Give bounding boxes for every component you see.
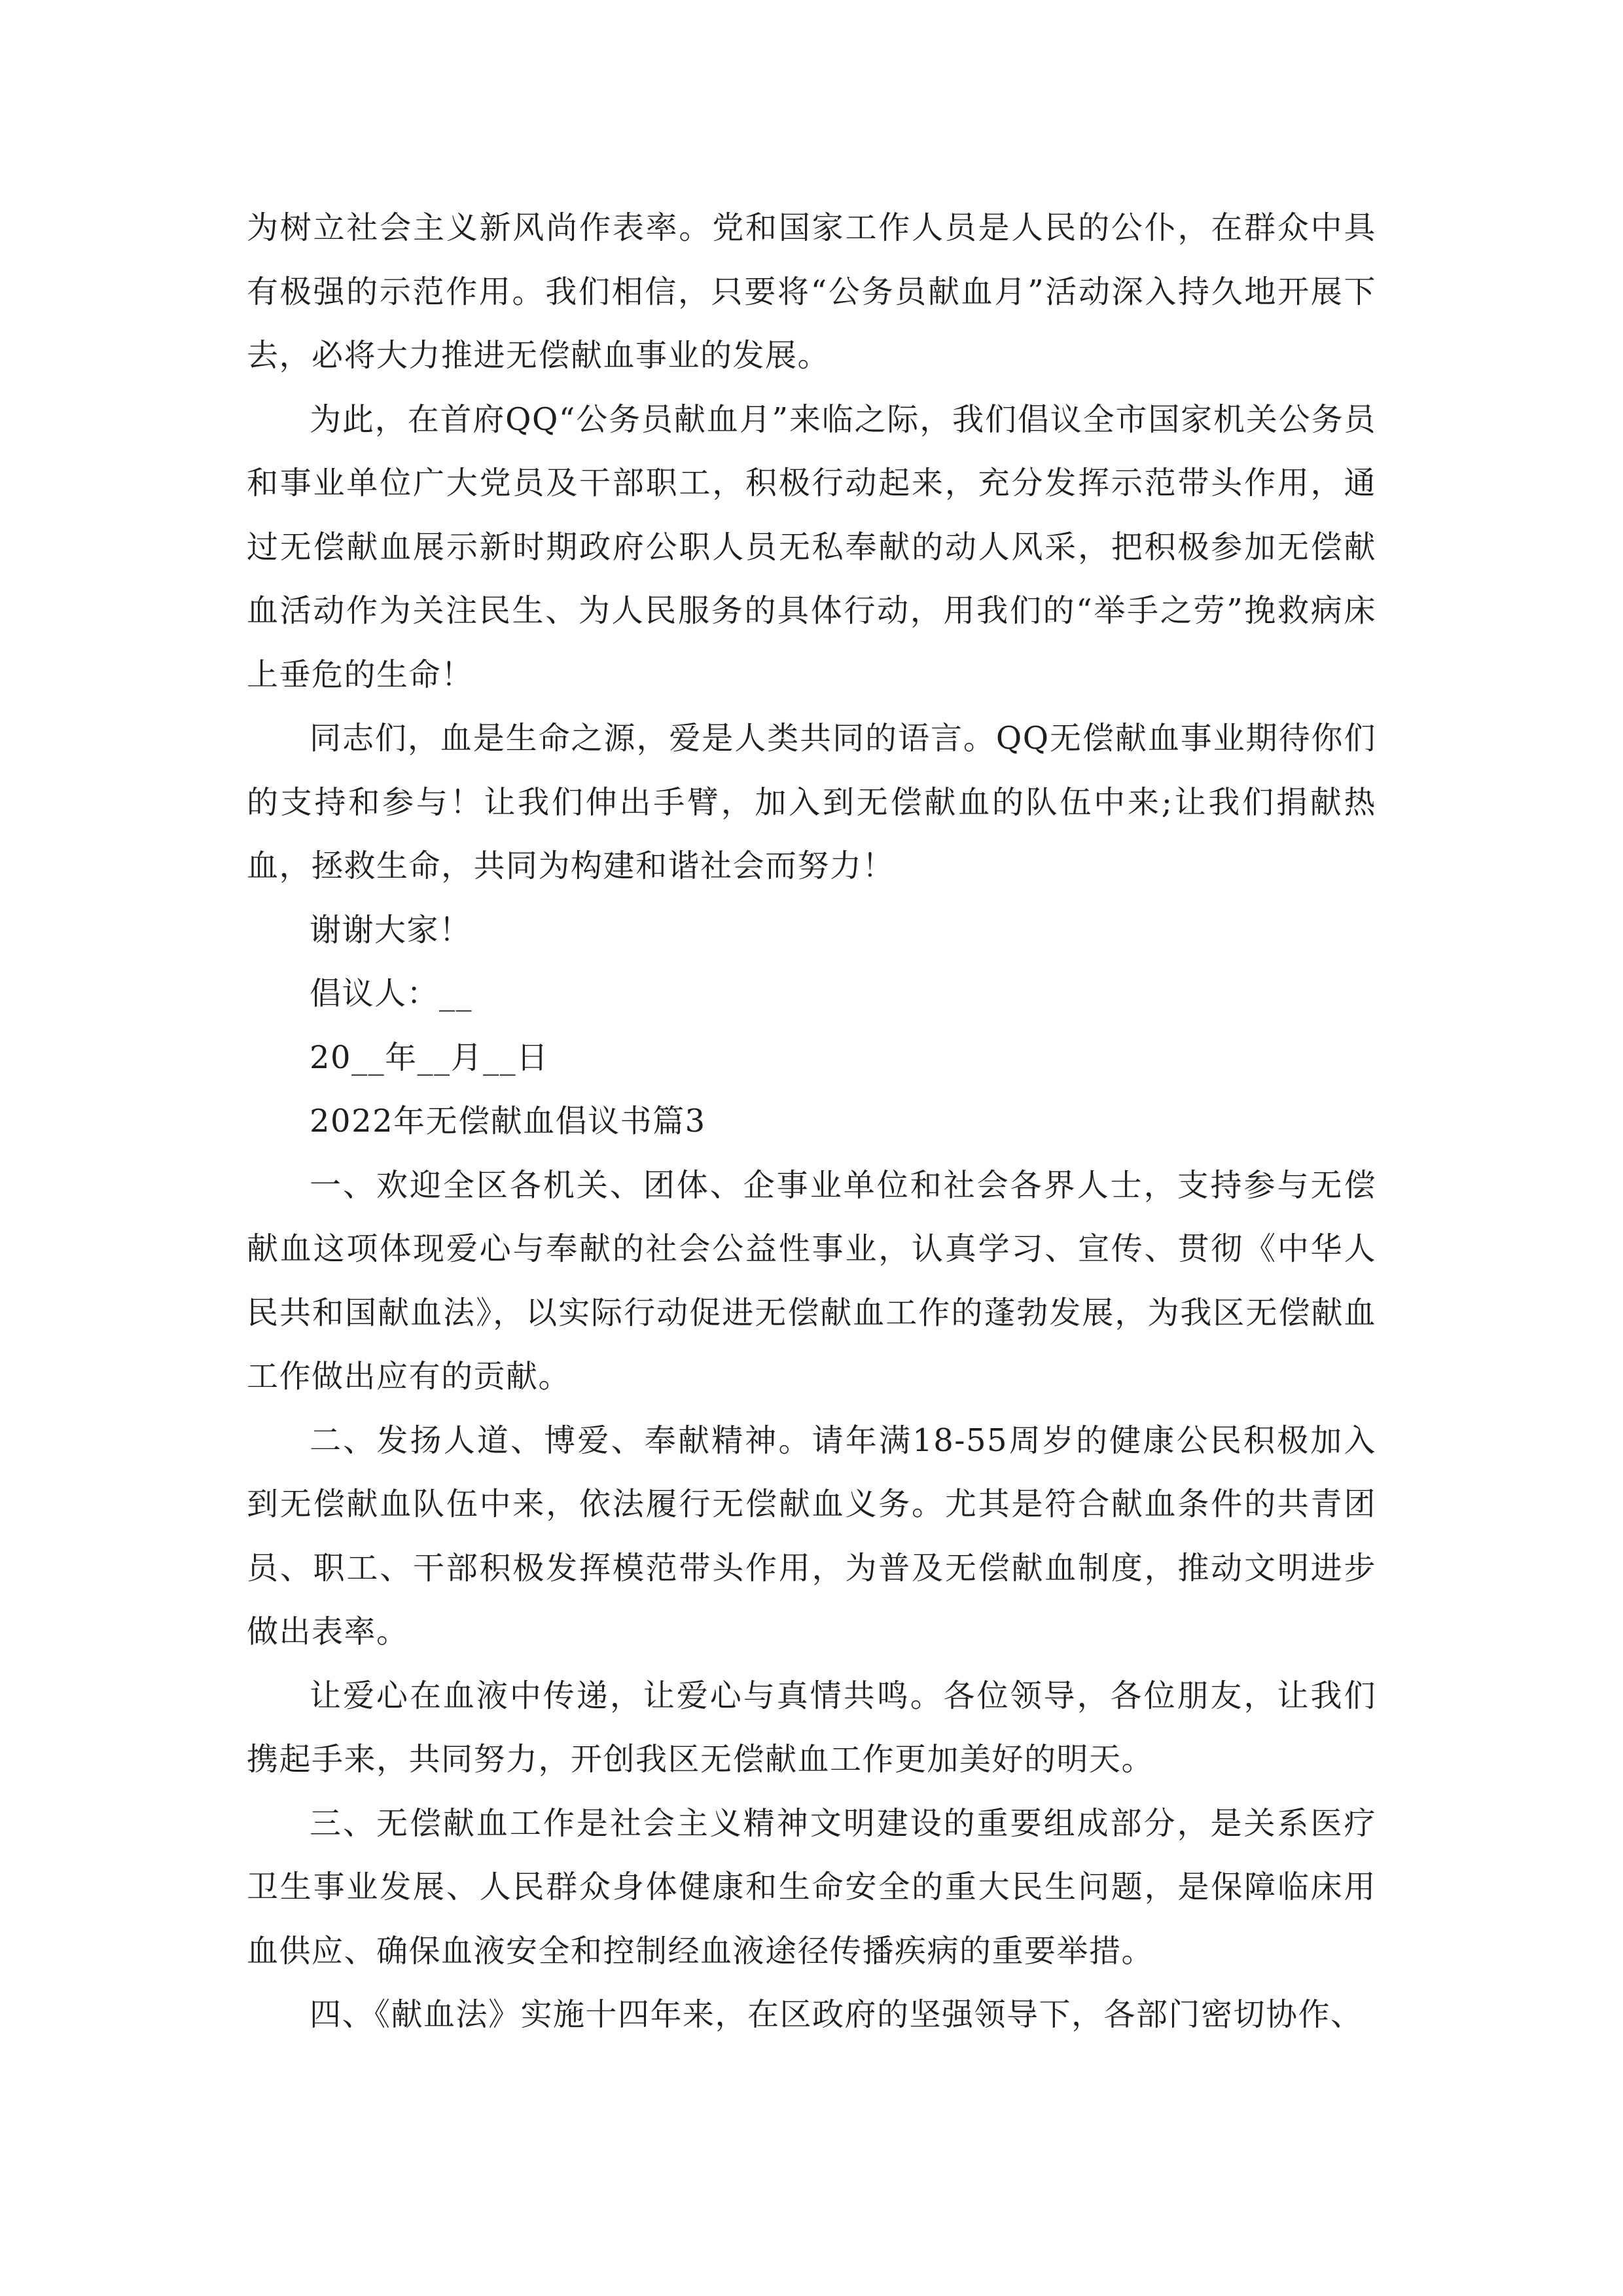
- paragraph-proposal: 为此，在首府QQ“公务员献血月”来临之际，我们倡议全市国家机关公务员和事业单位广大党员及干部职工，积极行动起来，充分发挥示范带头作用，通过无偿献血展示新时期政府公职人员无私奉献的动人风采，把积极参加无偿献血活动作为关注民生、为人民服务的具体行动，用我们的“举手之劳”挽救病床上垂危的生命！: [247, 401, 1376, 693]
- paragraph-item-4: 四、《献血法》实施十四年来，在区政府的坚强领导下，各部门密切协作、: [310, 1996, 1363, 2033]
- document-body: [247, 196, 1376, 2047]
- paragraph-appeal: 同志们，血是生命之源，爱是人类共同的语言。QQ无偿献血事业期待你们的支持和参与！让我们伸出手臂，加入到无偿献血的队伍中来;让我们捐献热血，拯救生命，共同为构建和谐社会而努力！: [247, 720, 1376, 884]
- paragraph-item-3: 三、无偿献血工作是社会主义精神文明建设的重要组成部分，是关系医疗卫生事业发展、人民群众身体健康和生命安全的重大民生问题，是保障临床用血供应、确保血液安全和控制经血液途径传播疾病的重要举措。: [247, 1804, 1376, 1969]
- paragraph-item-2: 二、发扬人道、博爱、奉献精神。请年满18-55周岁的健康公民积极加入到无偿献血队伍中来，依法履行无偿献血义务。尤其是符合献血条件的共青团员、职工、干部积极发挥模范带头作用，为普及无偿献血制度，推动文明进步做出表率。: [247, 1422, 1376, 1650]
- date-line: 20__年__月__日: [310, 1039, 549, 1076]
- paragraph-thanks: 谢谢大家！: [310, 911, 472, 948]
- section-heading: 2022年无偿献血倡议书篇3: [310, 1103, 706, 1139]
- paragraph-item-1: 一、欢迎全区各机关、团体、企事业单位和社会各界人士，支持参与无偿献血这项体现爱心与奉献的社会公益性事业，认真学习、宣传、贯彻《中华人民共和国献血法》，以实际行动促进无偿献血工作的蓬勃发展，为我区无偿献血工作做出应有的贡献。: [247, 1166, 1376, 1395]
- paragraph-intro: 为树立社会主义新风尚作表率。党和国家工作人员是人民的公仆，在群众中具有极强的示范作用。我们相信，只要将“公务员献血月”活动深入持久地开展下去，必将大力推进无偿献血事业的发展。: [247, 209, 1376, 374]
- paragraph-love: 让爱心在血液中传递，让爱心与真情共鸣。各位领导，各位朋友，让我们携起手来，共同努力，开创我区无偿献血工作更加美好的明天。: [247, 1677, 1376, 1778]
- signature-line: 倡议人：__: [310, 975, 473, 1012]
